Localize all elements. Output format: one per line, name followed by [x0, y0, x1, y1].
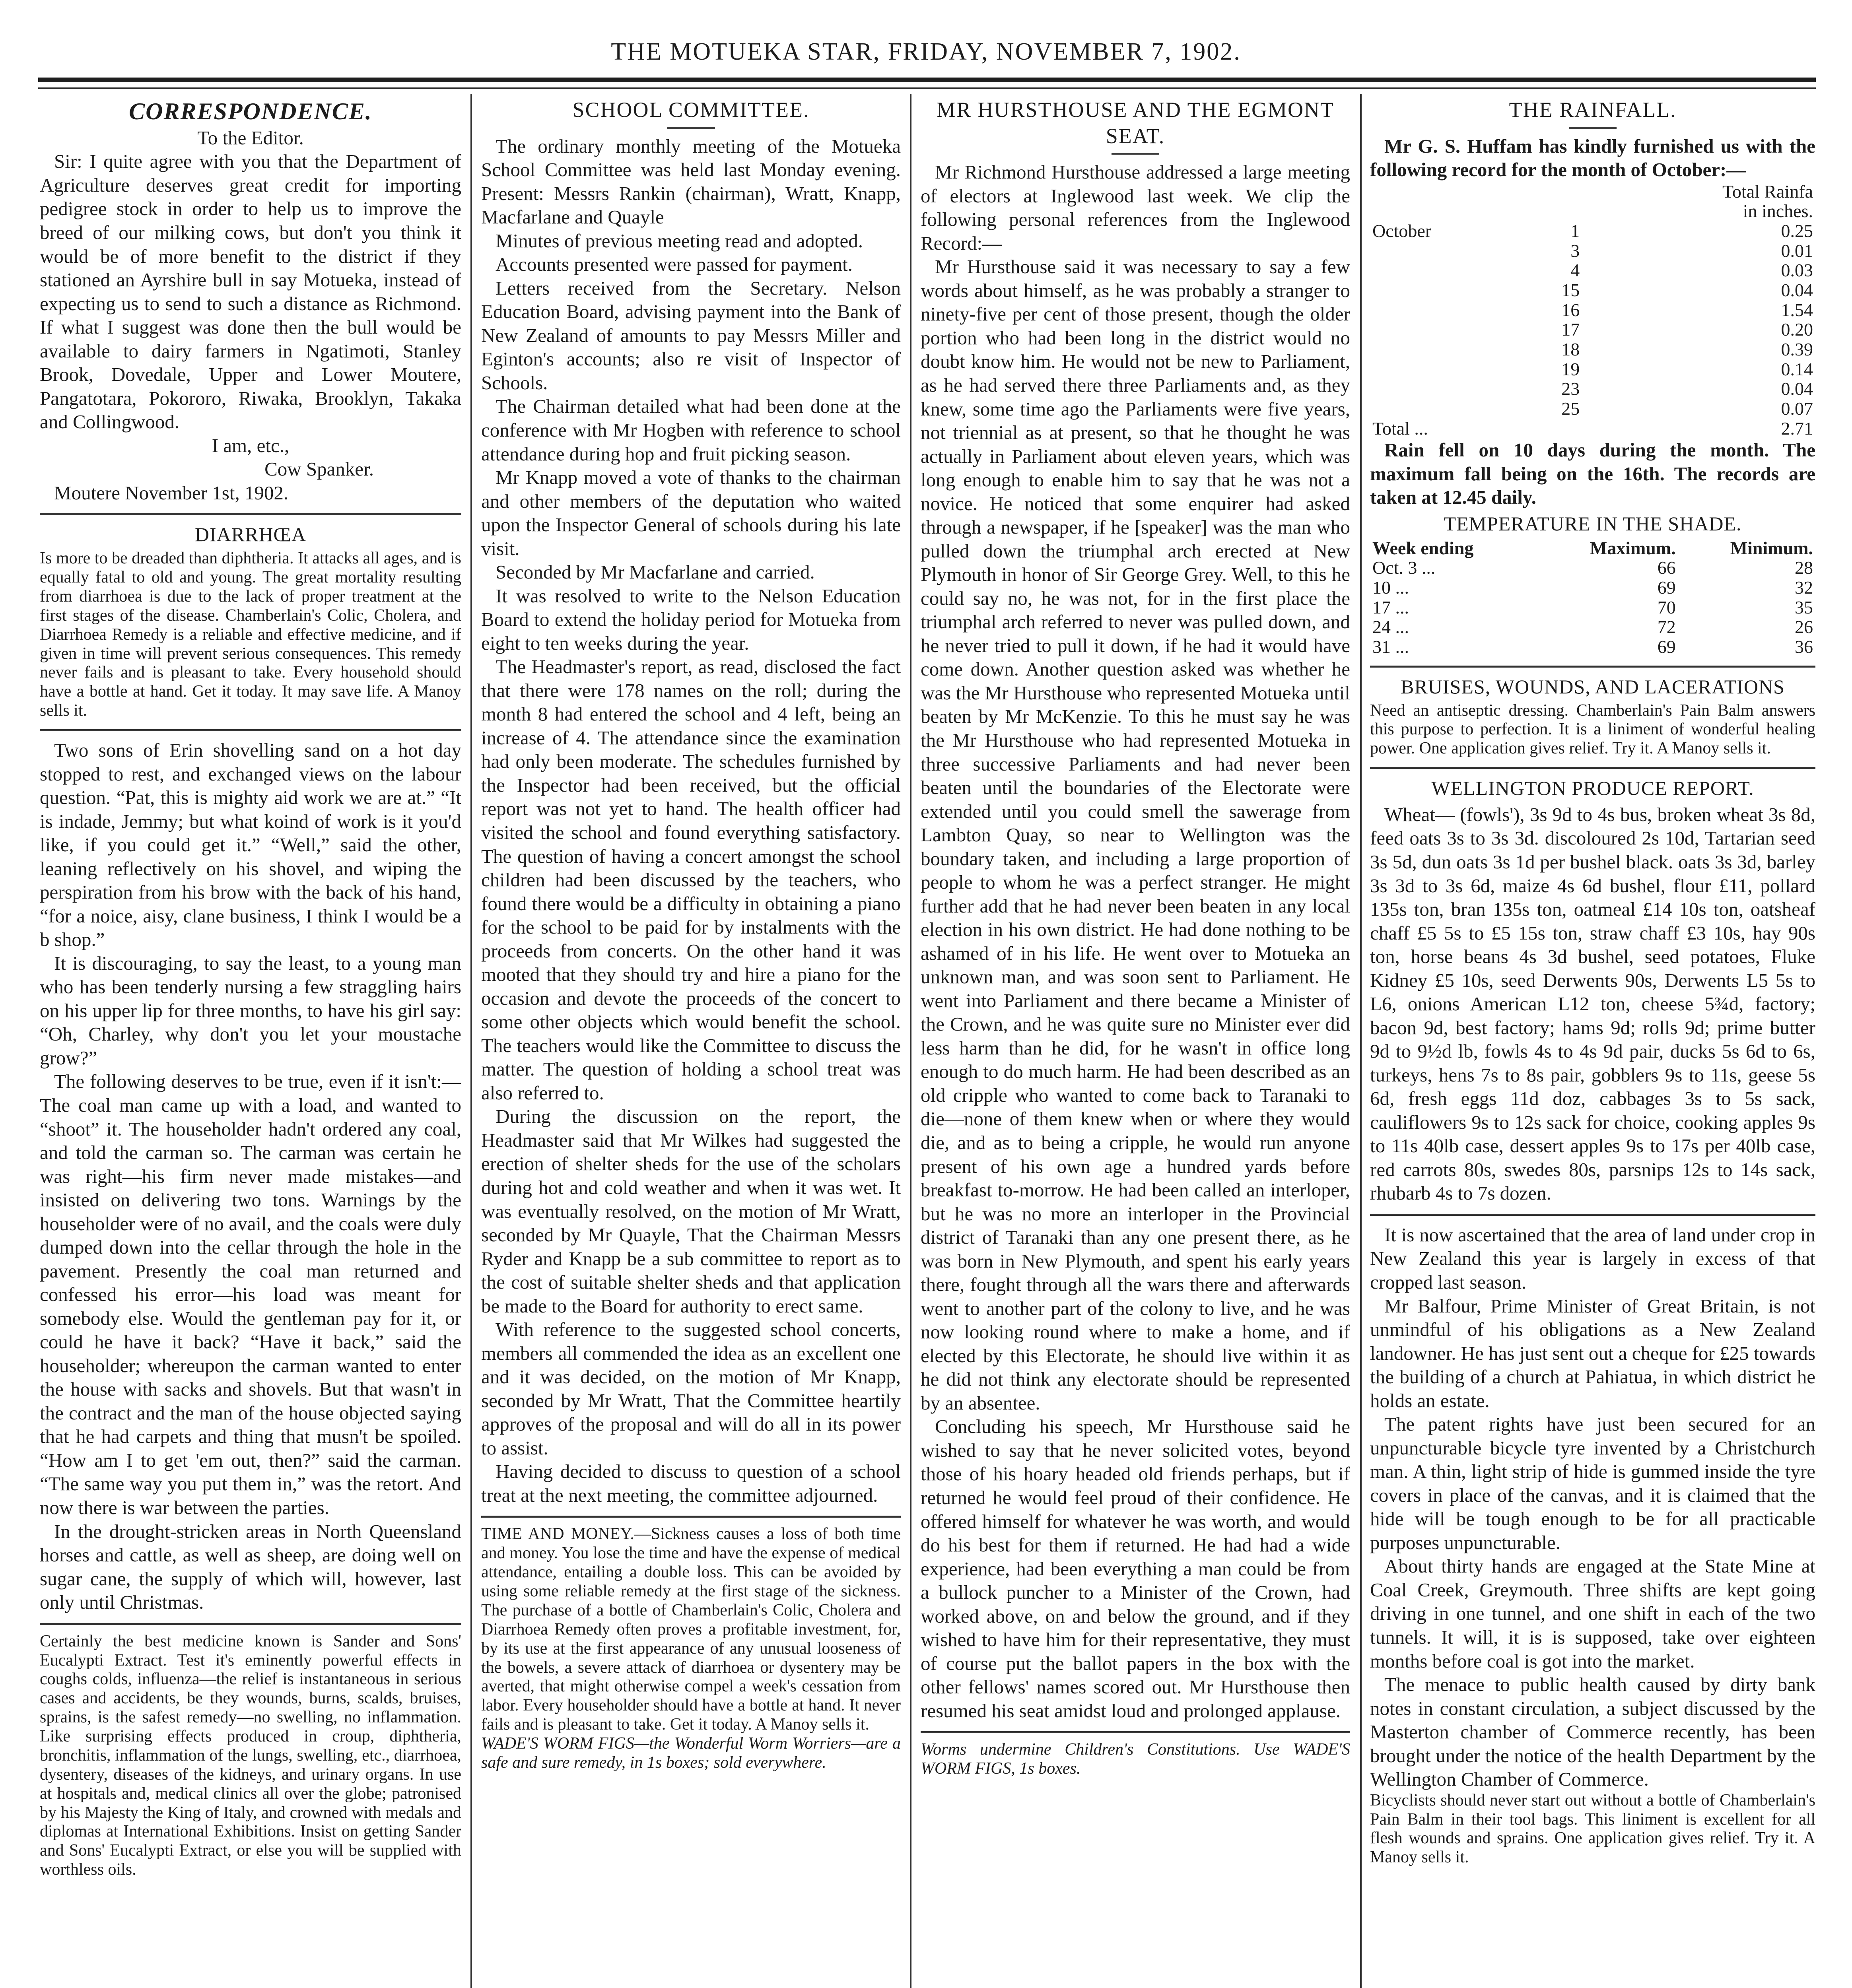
- divider: [1370, 1214, 1815, 1216]
- table-row: [1370, 637, 1815, 657]
- article-paragraph: Mr Knapp moved a vote of thanks to the chairman and other members of the deputation who waited upon the Inspector General of schools during his late visit.: [481, 466, 901, 559]
- article-paragraph: The Headmaster's report, as read, disclosed the fact that there were 178 names on the roll; during the month 8 had entered the school and 4 left, being an increase of 4. The attendance since the examination had only been moderate. The schedules furnished by the Inspector had been received, but the official report was not yet to hand. The health officer had visited the school and found everything satisfactory. The question of having a concert amongst the school children had been discussed by the teachers, who found there would be a difficulty in obtaining a piano for the school to be paid for by instalments with the proceeds from concerts. On the other hand it was mooted that they should try and hire a piano for the occasion and devote the proceeds of the concert to some other objects which would benefit the school. The teachers would like the Committee to discuss the matter. The question of holding a school treat was also referred to.: [481, 656, 901, 1104]
- article-paragraph: Letters received from the Secretary. Nelson Education Board, advising payment into the Bank of New Zealand of amounts to pay Messrs Miller and Eginton's accounts; also re visit of Inspector of Schools.: [481, 277, 901, 394]
- article-paragraph: With reference to the suggested school concerts, members all commended the idea as an excellent one and it was decided, on the motion of Mr Knapp, seconded by Mr Wratt, That the Committee heartily approves of the proposal and will do all in its power to assist.: [481, 1318, 901, 1459]
- letter-body: Sir: I quite agree with you that the Department of Agriculture deserves great credit for importing pedigree stock in order to help us to improve the breed of our milking cows, but don't you think it would be of more benefit to the district if they stationed an Ayrshire bull in say Motueka, instead of expecting us to send to such a distance as Richmond. If what I suggest was done then the bull would be available to dairy farmers in Ngatimoti, Stanley Brook, Dovedale, Upper and Lower Moutere, Pangatotara, Pokororo, Riwaka, Brooklyn, Takaka and Collingwood.: [40, 150, 461, 433]
- news-paragraph: The menace to public health caused by dirty bank notes in constant circulation, a subject discussed by the Masterton chamber of Commerce recently, has been brought under the notice of the health Department by the Wellington Chamber of Commerce.: [1370, 1673, 1815, 1790]
- rain-day: 1: [1570, 221, 1580, 241]
- divider: [481, 1516, 901, 1518]
- rainfall-heading: THE RAINFALL.: [1509, 98, 1677, 122]
- masthead-rule: [38, 78, 1816, 82]
- divider: [1370, 767, 1815, 769]
- temp-min: 35: [1795, 597, 1813, 617]
- temp-min: 32: [1795, 577, 1813, 598]
- heading-dash: [667, 127, 715, 129]
- article-paragraph: Seconded by Mr Macfarlane and carried.: [496, 561, 815, 583]
- letter-signoff: I am, etc.,: [212, 434, 290, 456]
- rain-total-label: Total ...: [1372, 418, 1428, 439]
- news-paragraph: About thirty hands are engaged at the State Mine at Coal Creek, Greymouth. Three shifts are kept going driving in one tunnel, and one shift in each of the two tunnels. It will, it is is supposed, take over eighteen months before coal is got into the market.: [1370, 1555, 1815, 1672]
- table-row: [1370, 359, 1815, 379]
- column-divider: [910, 94, 911, 1988]
- article-paragraph: The Chairman detailed what had been done at the conference with Mr Hogben with reference to school attendance during hop and fruit picking season.: [481, 395, 901, 465]
- diarrhoea-heading: DIARRHŒA: [194, 523, 307, 546]
- divider: [921, 1731, 1350, 1733]
- story-paragraph: It is discouraging, to say the least, to a young man who has been tenderly nursing a few straggling hairs on his upper lip for three months, to have his girl say: “Oh, Charley, why don't you let your moustache grow?”: [40, 952, 461, 1069]
- rain-value: 0.39: [1781, 339, 1813, 360]
- rain-day: 4: [1570, 260, 1580, 281]
- article-paragraph: The ordinary monthly meeting of the Motueka School Committee was held last Monday evening. Present: Messrs Rankin (chairman), Wratt, Knapp, Macfarlane and Quayle: [481, 135, 901, 228]
- table-row: [1370, 300, 1815, 320]
- article-paragraph: Minutes of previous meeting read and adopted.: [496, 229, 863, 252]
- masthead: THE MOTUEKA STAR, FRIDAY, NOVEMBER 7, 1902.: [611, 38, 1241, 65]
- temp-week: Oct. 3 ...: [1372, 557, 1436, 578]
- produce-heading: WELLINGTON PRODUCE REPORT.: [1431, 777, 1754, 800]
- temp-week: 17 ...: [1372, 597, 1409, 617]
- divider: [40, 1623, 461, 1625]
- heading-dash: [1569, 127, 1617, 129]
- table-row: [1370, 221, 1815, 241]
- rain-value: 0.04: [1781, 379, 1813, 399]
- article-paragraph: Having decided to discuss to question of a school treat at the next meeting, the committee adjourned.: [481, 1460, 901, 1506]
- diarrhoea-ad: Is more to be dreaded than diphtheria. It attacks all ages, and is equally fatal to old and young. The great mortality resulting from diarrhoea is due to the lack of proper treatment at the first stages of the disease. Chamberlain's Colic, Cholera, and Diarrhoea Remedy is a reliable and effective medicine, and if given in time will prevent serious consequences. This remedy never fails and is pleasant to take. Every household should have a bottle at hand. Get it today. It may save life. A Manoy sells it.: [40, 549, 461, 720]
- temp-min: 36: [1795, 637, 1813, 657]
- table-row: [1370, 320, 1815, 340]
- school-committee-heading: SCHOOL COMMITTEE.: [572, 98, 810, 122]
- correspondence-heading: CORRESPONDENCE.: [129, 98, 372, 124]
- divider: [40, 513, 461, 515]
- rainfall-table: [1370, 182, 1815, 439]
- column-2: [481, 94, 901, 1988]
- temp-max: 66: [1657, 557, 1676, 578]
- heading-dash: [1112, 153, 1159, 155]
- rain-total: 2.71: [1781, 418, 1813, 439]
- temp-col-header: Week ending: [1372, 538, 1474, 558]
- rain-day: 15: [1561, 280, 1580, 301]
- rain-day: 17: [1561, 319, 1580, 340]
- divider: [1370, 666, 1815, 668]
- produce-report: Wheat— (fowls'), 3s 9d to 4s bus, broken wheat 3s 8d, feed oats 3s to 3s 3d. discoloured 2s 10d, Tartarian seed 3s 5d, dun oats 3s 1d per bushel black. oats 3s 3d, barley 3s 3d to 3s 6d, maize 4s 6d bushel, flour £11, pollard 135s ton, bran 135s ton, oatmeal £14 10s ton, oatsheaf chaff £5 5s to £5 15s ton, straw chaff £3 10s, hay 90s ton, horse beans 4s 3d bushel, seed potatoes, Fluke Kidney £5 10s, seed Derwents 90s, Derwents L5 5s to L6, onions American L12 ton, cheese 5¾d, factory; bacon 9d, best factory; hams 9d; rolls 9d; prime butter 9d to 9½d lb, fowls 4s to 4s 9d pair, ducks 5s 6d to 6s, turkeys, hens 7s to 8s pair, gobblers 9s to 11s, geese 5s 6d, fresh eggs 11d doz, cabbages 3s to 5s sack, cauliflowers 9s to 12s sack for choice, cooking apples 9s to 11s 40lb case, dessert apples 9s to 17s per 40lb case, red carrots 80s, swedes 80s, parsnips 12s to 14s sack, rhubarb 4s to 7s dozen.: [1370, 803, 1815, 1204]
- story-paragraph: The following deserves to be true, even if it isn't:—The coal man came up with a load, and wanted to “shoot” it. The householder hadn't ordered any coal, and told the carman so. The carman was certain he was right—his firm never made mistakes—and insisted on delivering two tons. Warnings by the householder were of no avail, and the coals were duly dumped down into the cellar through the hole in the pavement. Presently the coal man returned and confessed his error—his load was meant for somebody else. Would the gentleman pay for it, or could he have it back? “Have it back,” said the householder; whereupon the carman wanted to enter the house with sacks and shovels. But that wasn't in the contract and the man of the house objected saying that he had carpets and thing that musn't be spoiled. “How am I to get 'em out, then?” said the carman. “The same way you put them in,” was the retort. And now there is war between the parties.: [40, 1070, 461, 1519]
- temp-col-header: Maximum.: [1590, 538, 1676, 558]
- worm-figs-ad: Worms undermine Children's Constitutions. Use WADE'S WORM FIGS, 1s boxes.: [921, 1740, 1350, 1778]
- letter-dateline: Moutere November 1st, 1902.: [54, 481, 289, 504]
- rain-day: 3: [1570, 240, 1580, 261]
- temp-week: 31 ...: [1372, 637, 1409, 657]
- temp-max: 72: [1657, 617, 1676, 637]
- temp-col-header: Minimum.: [1730, 538, 1813, 558]
- column-divider: [470, 94, 472, 1988]
- article-paragraph: During the discussion on the report, the Headmaster said that Mr Wilkes had suggested the erection of shelter sheds for the use of the scholars during hot and cold weather and when it was wet. It was eventually resolved, on the motion of Mr Wratt, seconded by Mr Quayle, That the Chairman Messrs Ryder and Knapp be a sub committee to report as to the cost of suitable shelter sheds and that application be made to the Board for authority to erect same.: [481, 1105, 901, 1317]
- table-row: [1370, 558, 1815, 578]
- rainfall-col-header: Total Rainfa: [1722, 181, 1813, 202]
- table-row: [1370, 379, 1815, 399]
- worm-figs-ad: WADE'S WORM FIGS—the Wonderful Worm Worriers—are a safe and sure remedy, in 1s boxes; sold everywhere.: [481, 1734, 901, 1772]
- rain-day: 25: [1561, 398, 1580, 419]
- news-paragraph: The patent rights have just been secured for an unpuncturable bicycle tyre invented by a Christchurch man. A thin, light strip of hide is gummed inside the tyre covers in place of the canvas, and it is claimed that the hide will be tough enough to be for all practicable purposes unpuncturable.: [1370, 1413, 1815, 1553]
- rain-value: 0.25: [1781, 221, 1813, 241]
- pain-balm-ad: Need an antiseptic dressing. Chamberlain's Pain Balm answers this purpose to perfection. It is a liniment of wonderful healing power. One application gives relief. Try it. A Manoy sells it.: [1370, 701, 1815, 758]
- article-paragraph: Accounts presented were passed for payment.: [496, 253, 853, 276]
- column-3: [921, 94, 1350, 1988]
- table-row: [1370, 578, 1815, 598]
- rainfall-summary: Rain fell on 10 days during the month. The maximum fall being on the 16th. The records are taken at 12.45 daily.: [1370, 439, 1815, 509]
- rainfall-month: October: [1372, 221, 1432, 241]
- temp-week: 24 ...: [1372, 617, 1409, 637]
- rain-value: 0.20: [1781, 319, 1813, 340]
- article-paragraph: Mr Hursthouse said it was necessary to say a few words about himself, as he was probably a stranger to ninety-five per cent of those present, though the older portion who had been long in the district would no doubt know him. He would not be new to Parliament, as he had served there three Parliaments and, as they knew, some time ago the Parliaments were five years, not triennial as at present, so that he thought he was actually in Parliament about eleven years, which was long enough to enable him to say that he was not a novice. He noticed that some enquirer had asked through a newspaper, if he [speaker] was the man who pulled down the triumphal arch erected at New Plymouth in honor of Sir George Grey. Well, to this he could say no, he was not, for in the first place the triumphal arch referred to never was pulled down, and he never tried to pull it down, if he had it would have come down. Another question asked was whether he was the Mr Hursthouse who represented Motueka until beaten by Mr McKenzie. To this he must say he was the Mr Hursthouse who had represented Motueka in three successive Parliaments and had never been beaten until the boundaries of the Electorate were extended until you could smell the sawerage from Lambton Quay, so near to Wellington was the boundary taken, and including a large proportion of people to whom he was a perfect stranger. He might further add that he had never been beaten in any local election in his own district. He had done nothing to be ashamed of in his life. He went over to Motueka an unknown man, and was soon sent to Parliament. He went into Parliament and there became a Minister of the Crown, and he was quite sure no Minister ever did less harm than he did, for he wasn't in office long enough to do much harm. He had been described as an old cripple who wanted to come back to Taranaki to die—none of them knew when or where they would die, and as to being a cripple, he would run anyone present of his own age a hundred yards before breakfast to-morrow. He had been called an interloper, but he was no more an interloper in the Provincial district of Taranaki than any one present there, as he was born in New Plymouth, and spent his early years there, fought through all the wars there and afterwards went to another part of the colony to live, and he was now looking round where to make a home, and if elected by this Electorate, he should live within it as he did not think any electorate should be represented by an absentee.: [921, 256, 1350, 1414]
- story-paragraph: Two sons of Erin shovelling sand on a hot day stopped to rest, and exchanged views on the labour question. “Pat, this is mighty aid work we are at.” “It is indade, Jemmy; but what koind of work is it you'd like, if you could get it.” “Well,” said the other, leaning reflectively on his shovel, and wiping the perspiration from his brow with the back of his hand, “for a noice, aisy, clane business, I think I would be a b shop.”: [40, 739, 461, 951]
- table-row: [1370, 617, 1815, 637]
- temperature-table: [1370, 538, 1815, 657]
- letter-salutation: To the Editor.: [197, 126, 304, 149]
- article-paragraph: It was resolved to write to the Nelson Education Board to extend the holiday period for Motueka from eight to ten weeks during the year.: [481, 584, 901, 654]
- rain-value: 0.14: [1781, 359, 1813, 379]
- column-1: [40, 94, 461, 1988]
- table-row: [1370, 598, 1815, 617]
- article-paragraph: Mr Richmond Hursthouse addressed a large meeting of electors at Inglewood last week. We clip the following personal references from the Inglewood Record:—: [921, 161, 1350, 254]
- bruises-heading: BRUISES, WOUNDS, AND LACERATIONS: [1401, 675, 1785, 698]
- table-row: [1370, 241, 1815, 261]
- temp-week: 10 ...: [1372, 577, 1409, 598]
- bicyclists-ad: Bicyclists should never start out without a bottle of Chamberlain's Pain Balm in their tool bags. This liniment is excellent for all flesh wounds and sprains. One application gives relief. Try it. A Manoy sells it.: [1370, 1791, 1815, 1867]
- time-and-money-ad: TIME AND MONEY.—Sickness causes a loss of both time and money. You lose the time and have the expense of medical attendance, entailing a double loss. This can be avoided by using some reliable remedy at the first stage of the sickness. The purchase of a bottle of Chamberlain's Colic, Cholera and Diarrhoea Remedy often proves a profitable investment, for, by its use at the first appearance of any unusual looseness of the bowels, a severe attack of diarrhoea or dysentery may be averted, that might otherwise compel a week's cessation from labor. Every householder should have a bottle at hand. It never fails and is pleasant to take. Get it today. A Manoy sells it.: [481, 1525, 901, 1734]
- article-paragraph: Concluding his speech, Mr Hursthouse said he wished to say that he never solicited votes, beyond those of his hoary headed old friends perhaps, but if returned he would feel proud of their confidence. He offered himself for whatever he was worth, and would do his best for them if returned. He had had a wide experience, had been everything a man could be from a bullock puncher to a Minister of the Crown, had worked above, on and below the ground, and if they wished to have him for their representative, they must of course put the ballot papers in the box with the other fellows' names scored out. Mr Hursthouse then resumed his seat amidst loud and prolonged applause.: [921, 1415, 1350, 1722]
- letter-signature: Cow Spanker.: [264, 458, 374, 480]
- rain-value: 0.03: [1781, 260, 1813, 281]
- table-row: [1370, 399, 1815, 419]
- table-row: [1370, 280, 1815, 300]
- story-paragraph: In the drought-stricken areas in North Queensland horses and cattle, as well as sheep, are doing well on sugar cane, the supply of which will, however, last only until Christmas.: [40, 1520, 461, 1613]
- rain-value: 0.07: [1781, 398, 1813, 419]
- temp-max: 69: [1657, 577, 1676, 598]
- hursthouse-heading: MR HURSTHOUSE AND THE EGMONT SEAT.: [936, 98, 1335, 148]
- table-row: [1370, 340, 1815, 359]
- news-paragraph: Mr Balfour, Prime Minister of Great Britain, is not unmindful of his obligations as a New Zealand landowner. He has just sent out a cheque for £25 towards the building of a church at Pahiatua, in which district he holds an estate.: [1370, 1295, 1815, 1411]
- eucalypti-ad: Certainly the best medicine known is Sander and Sons' Eucalypti Extract. Test it's eminently powerful effects in coughs colds, influenza—the relief is instantaneous in serious cases and accidents, be they wounds, burns, scalds, bruises, sprains, is the safest remedy—no swelling, no inflammation. Like surprising effects produced in croup, diphtheria, bronchitis, inflammation of the lungs, swelling, etc., diarrhoea, dysentery, diseases of the kidneys, and urinary organs. In use at hospitals and, medical clinics all over the globe; patronised by his Majesty the King of Italy, and crowned with medals and diplomas at International Exhibitions. Insist on getting Sander and Sons' Eucalypti Extract, or else you will be supplied with worthless oils.: [40, 1632, 461, 1879]
- rain-day: 23: [1561, 379, 1580, 399]
- divider: [40, 729, 461, 731]
- column-divider: [1360, 94, 1362, 1988]
- rain-day: 16: [1561, 299, 1580, 320]
- rainfall-intro: Mr G. S. Huffam has kindly furnished us with the following record for the month of October:—: [1370, 135, 1815, 181]
- table-row: [1370, 260, 1815, 280]
- column-4: [1370, 94, 1815, 1988]
- news-paragraph: It is now ascertained that the area of land under crop in New Zealand this year is largely in excess of that cropped last season.: [1370, 1223, 1815, 1293]
- rain-day: 19: [1561, 359, 1580, 379]
- rain-value: 0.01: [1781, 240, 1813, 261]
- temp-min: 28: [1795, 557, 1813, 578]
- table-row: [1370, 419, 1815, 439]
- rain-value: 0.04: [1781, 280, 1813, 301]
- temp-max: 70: [1657, 597, 1676, 617]
- temp-min: 26: [1795, 617, 1813, 637]
- rain-day: 18: [1561, 339, 1580, 360]
- rainfall-col-subheader: in inches.: [1743, 201, 1813, 221]
- masthead-rule-thin: [38, 87, 1816, 89]
- rain-value: 1.54: [1781, 299, 1813, 320]
- temperature-heading: TEMPERATURE IN THE SHADE.: [1444, 513, 1742, 535]
- temp-max: 69: [1657, 637, 1676, 657]
